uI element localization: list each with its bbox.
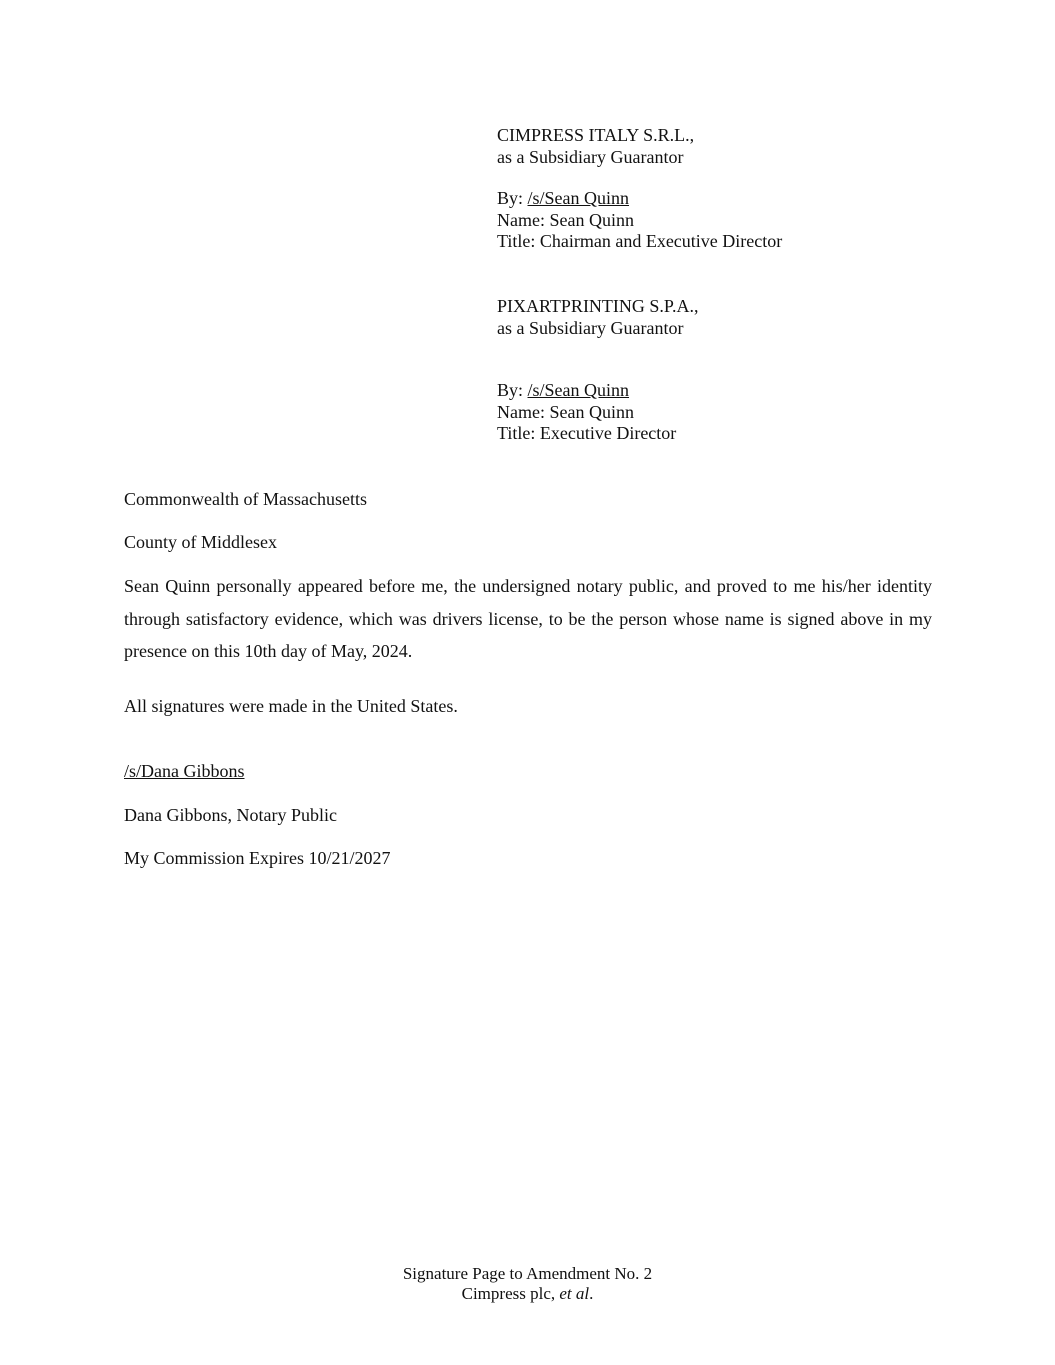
by-label: By: <box>497 188 528 208</box>
signature-block-cimpress-italy <box>497 125 782 253</box>
entity-role: as a Subsidiary Guarantor <box>497 317 684 338</box>
signature: /s/Sean Quinn <box>527 380 630 400</box>
notary-name-title: Dana Gibbons, Notary Public <box>124 805 337 825</box>
by-line <box>497 188 782 210</box>
page-footer <box>0 1264 1055 1303</box>
entity-name: PIXARTPRINTING S.P.A., <box>497 296 699 316</box>
signer-name: Name: Sean Quinn <box>497 209 634 230</box>
signer-name: Name: Sean Quinn <box>497 401 634 422</box>
by-line <box>497 380 698 402</box>
location-statement: All signatures were made in the United States. <box>124 696 458 716</box>
footer-title: Signature Page to Amendment No. 2 <box>402 1264 653 1283</box>
entity-role: as a Subsidiary Guarantor <box>497 146 684 167</box>
entity-name: CIMPRESS ITALY S.R.L., <box>497 125 695 145</box>
signature-block-pixartprinting <box>497 296 698 445</box>
notary-signature: /s/Dana Gibbons <box>124 761 245 781</box>
by-label: By: <box>497 380 528 400</box>
signer-title: Title: Chairman and Executive Director <box>497 231 783 251</box>
notary-commission: My Commission Expires 10/21/2027 <box>124 848 391 868</box>
notary-acknowledgment: Sean Quinn personally appeared before me, the undersigned notary public, and proved to me his/her identity through satisfactory evidence, which was drivers license, to be the person whose name is signed above in my presence on this 10th day of May, 2024. <box>124 576 932 661</box>
notary-state: Commonwealth of Massachusetts <box>124 489 367 509</box>
notary-county: County of Middlesex <box>124 532 277 552</box>
footer-parties: Cimpress plc, et al. <box>461 1283 594 1303</box>
signature: /s/Sean Quinn <box>527 188 630 208</box>
signer-title: Title: Executive Director <box>497 423 677 443</box>
